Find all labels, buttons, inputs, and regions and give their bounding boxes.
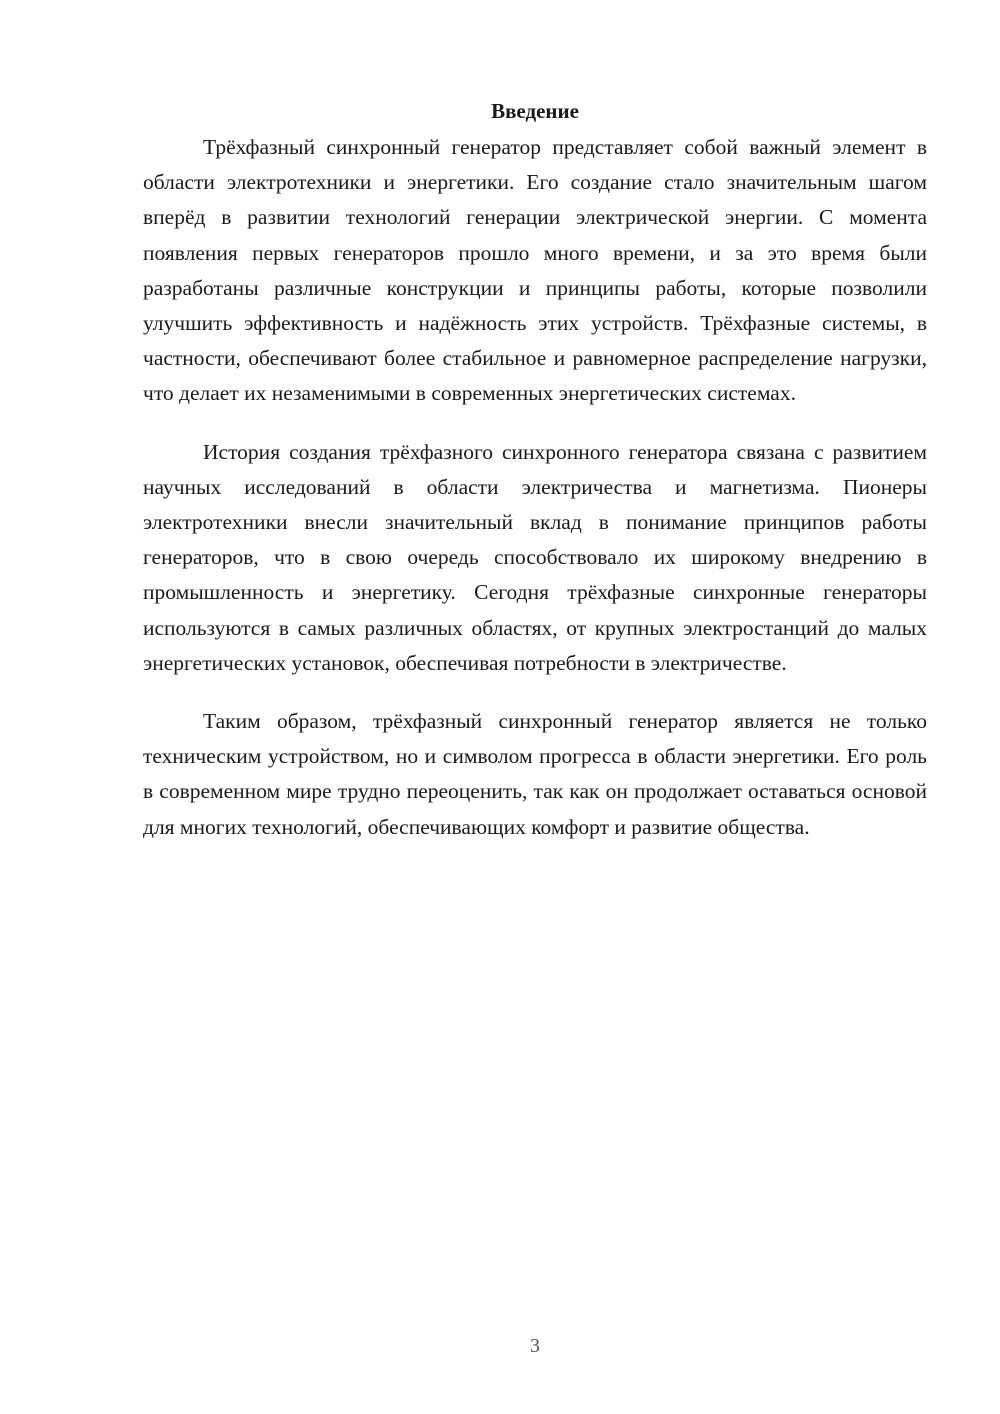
- section-title: Введение: [491, 99, 579, 123]
- paragraph-2: История создания трёхфазного синхронного генератора связана с развитием научных исследований в области электричества и магнетизма. Пионеры электротехники внесли значительный вклад в понимание принципов работы генераторов, что в свою очередь способствовало их широкому внедрению в промышленность и энергетику. Сегодня трёхфазные синхронные генераторы используются в самых различных областях, от крупных электростанций до малых энергетических установок, обеспечивая потребности в электричестве.: [143, 439, 927, 675]
- paragraph-3: Таким образом, трёхфазный синхронный генератор является не только техническим устройством, но и символом прогресса в области энергетики. Его роль в современном мире трудно переоценить, так как он продолжает оставаться основой для многих технологий, обеспечивающих комфорт и развитие общества.: [143, 709, 927, 839]
- page-content: [143, 96, 927, 868]
- paragraph-1: Трёхфазный синхронный генератор представляет собой важный элемент в области электротехники и энергетики. Его создание стало значительным шагом вперёд в развитии технологий генерации электрической энергии. С момента появления первых генераторов прошло много времени, и за это время были разработаны различные конструкции и принципы работы, которые позволили улучшить эффективность и надёжность этих устройств. Трёхфазные системы, в частности, обеспечивают более стабильное и равномерное распределение нагрузки, что делает их незаменимыми в современных энергетических системах.: [143, 135, 927, 406]
- page-number: 3: [530, 1335, 540, 1357]
